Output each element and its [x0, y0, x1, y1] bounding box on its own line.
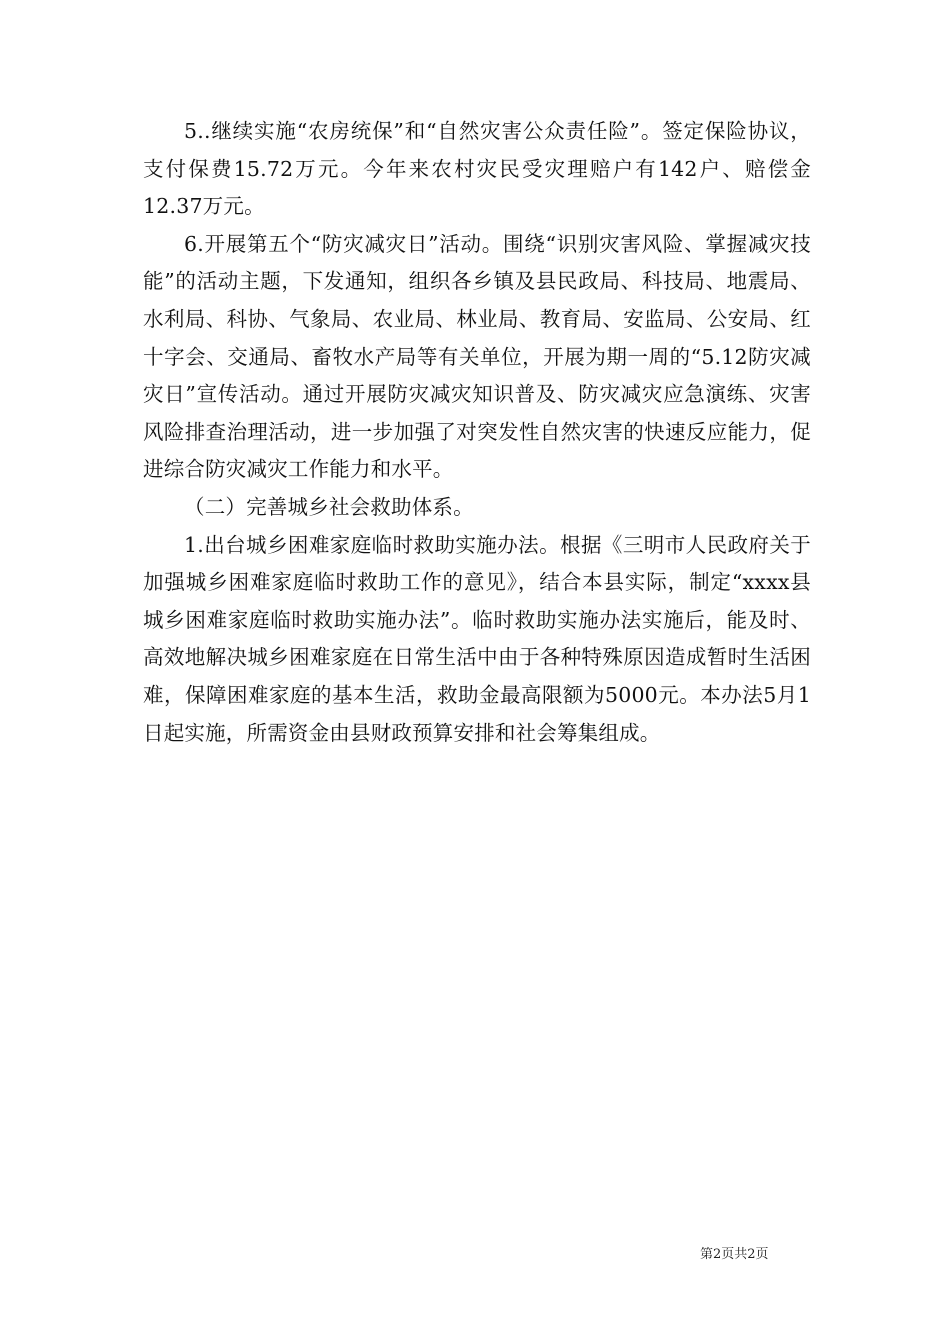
paragraph-temporary-assistance: 1.出台城乡困难家庭临时救助实施办法。根据《三明市人民政府关于加强城乡困难家庭临时救助工作的意见》，结合本县实际，制定“xxxx县城乡困难家庭临时救助实施办法”。临时救助实施办法实施后，能及时、高效地解决城乡困难家庭在日常生活中由于各种特殊原因造成暂时生活困难，保障困难家庭的基本生活，救助金最高限额为5000元。本办法5月1日起实施，所需资金由县财政预算安排和社会筹集组成。 [143, 532, 811, 745]
document-body [143, 113, 811, 752]
paragraph-disaster-prevention-day: 6.开展第五个“防灾减灾日”活动。围绕“识别灾害风险、掌握减灾技能”的活动主题，下发通知，组织各乡镇及县民政局、科技局、地震局、水利局、科协、气象局、农业局、林业局、教育局、安监局、公安局、红十字会、交通局、畜牧水产局等有关单位，开展为期一周的“5.12防灾减灾日”宣传活动。通过开展防灾减灾知识普及、防灾减灾应急演练、灾害风险排查治理活动，进一步加强了对突发性自然灾害的快速反应能力，促进综合防灾减灾工作能力和水平。 [143, 231, 811, 482]
page-number-footer: 第2页共2页 [700, 1247, 769, 1262]
section-heading-social-assistance: （二）完善城乡社会救助体系。 [184, 494, 474, 519]
paragraph-insurance: 5..继续实施“农房统保”和“自然灾害公众责任险”。签定保险协议，支付保费15.72万元。今年来农村灾民受灾理赔户有142户、赔偿金12.37万元。 [143, 119, 811, 219]
